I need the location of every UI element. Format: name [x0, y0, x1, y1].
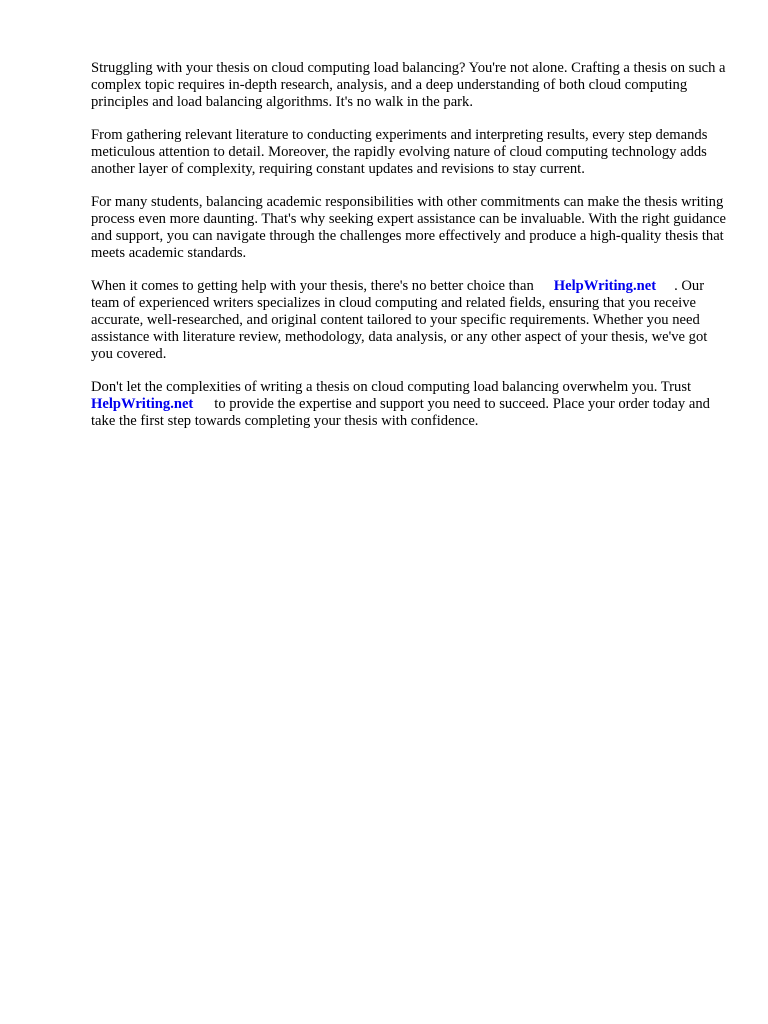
paragraph-closing [91, 379, 731, 430]
helpwriting-link-closing[interactable]: HelpWriting.net [91, 396, 194, 412]
helpwriting-link[interactable]: HelpWriting.net [553, 278, 657, 294]
paragraph-challenges: From gathering relevant literature to conducting experiments and interpreting results, every step demands meticulous attention to detail. Moreover, the rapidly evolving nature of cloud computing technology adds another layer of complexity, requiring constant updates and revisions to stay current. [91, 127, 708, 177]
paragraph-intro: Struggling with your thesis on cloud computing load balancing? You're not alone. Crafting a thesis on such a complex topic requires in-depth research, analysis, and a deep understanding of both cloud computing principles and load balancing algorithms. It's no walk in the park. [91, 60, 726, 110]
paragraph-help-body: Our team of experienced writers specializes in cloud computing and related fields, ensuring that you receive accurate, well-researched, and original content tailored to your specific requirements. Whether you need assistance with literature review, methodology, data analysis, or any other aspect of your thesis, we've got you covered. [91, 278, 708, 362]
paragraph-help [91, 278, 731, 363]
paragraph-closing-lead: Don't let the complexities of writing a thesis on cloud computing load balancing overwhelm you. Trust [91, 379, 692, 395]
paragraph-help-period: . [674, 278, 678, 294]
paragraph-closing-body: to provide the expertise and support you need to succeed. Place your order today and take the first step towards completing your thesis with confidence. [91, 396, 710, 429]
paragraph-help-lead: When it comes to getting help with your thesis, there's no better choice than [91, 278, 534, 294]
document-body [91, 60, 731, 446]
paragraph-students: For many students, balancing academic responsibilities with other commitments can make the thesis writing process even more daunting. That's why seeking expert assistance can be invaluable. With the right guidance and support, you can navigate through the challenges more effectively and produce a high-quality thesis that meets academic standards. [91, 194, 726, 261]
